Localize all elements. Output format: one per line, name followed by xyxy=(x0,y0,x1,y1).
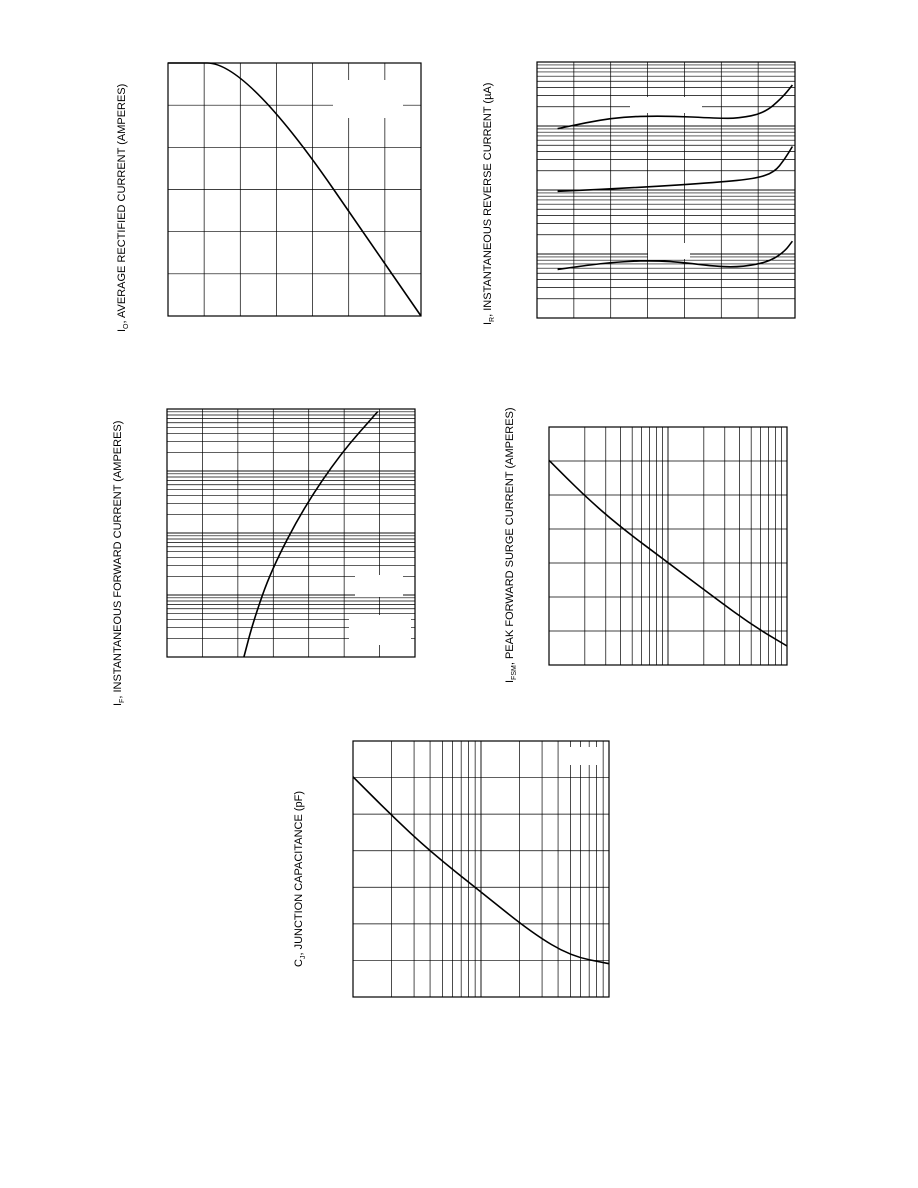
blank-patch xyxy=(648,243,690,259)
chart-instantaneous-reverse-current xyxy=(482,62,795,325)
series-line-2 xyxy=(558,147,793,192)
chart-instantaneous-forward-current xyxy=(112,409,415,706)
blank-patch xyxy=(349,615,411,645)
y-axis-label: $I_R$, INSTANTANEOUS REVERSE CURRENT (µA) xyxy=(482,82,496,325)
blank-patch xyxy=(355,575,403,597)
blank-patch xyxy=(630,97,702,113)
y-axis-label: $I_{FSM}$, PEAK FORWARD SURGE CURRENT (AMPERES) xyxy=(504,407,518,683)
y-axis-label: $C_J$, JUNCTION CAPACITANCE (pF) xyxy=(293,790,307,967)
blank-patch xyxy=(562,747,600,765)
chart-junction-capacitance xyxy=(293,741,609,997)
blank-patch xyxy=(333,80,403,118)
y-axis-label: $I_O$, AVERAGE RECTIFIED CURRENT (AMPERES) xyxy=(116,83,130,332)
chart-peak-forward-surge-current xyxy=(504,407,787,683)
chart-average-rectified-current xyxy=(116,63,421,332)
y-axis-label: $I_F$, INSTANTANEOUS FORWARD CURRENT (AMPERES) xyxy=(112,420,126,706)
